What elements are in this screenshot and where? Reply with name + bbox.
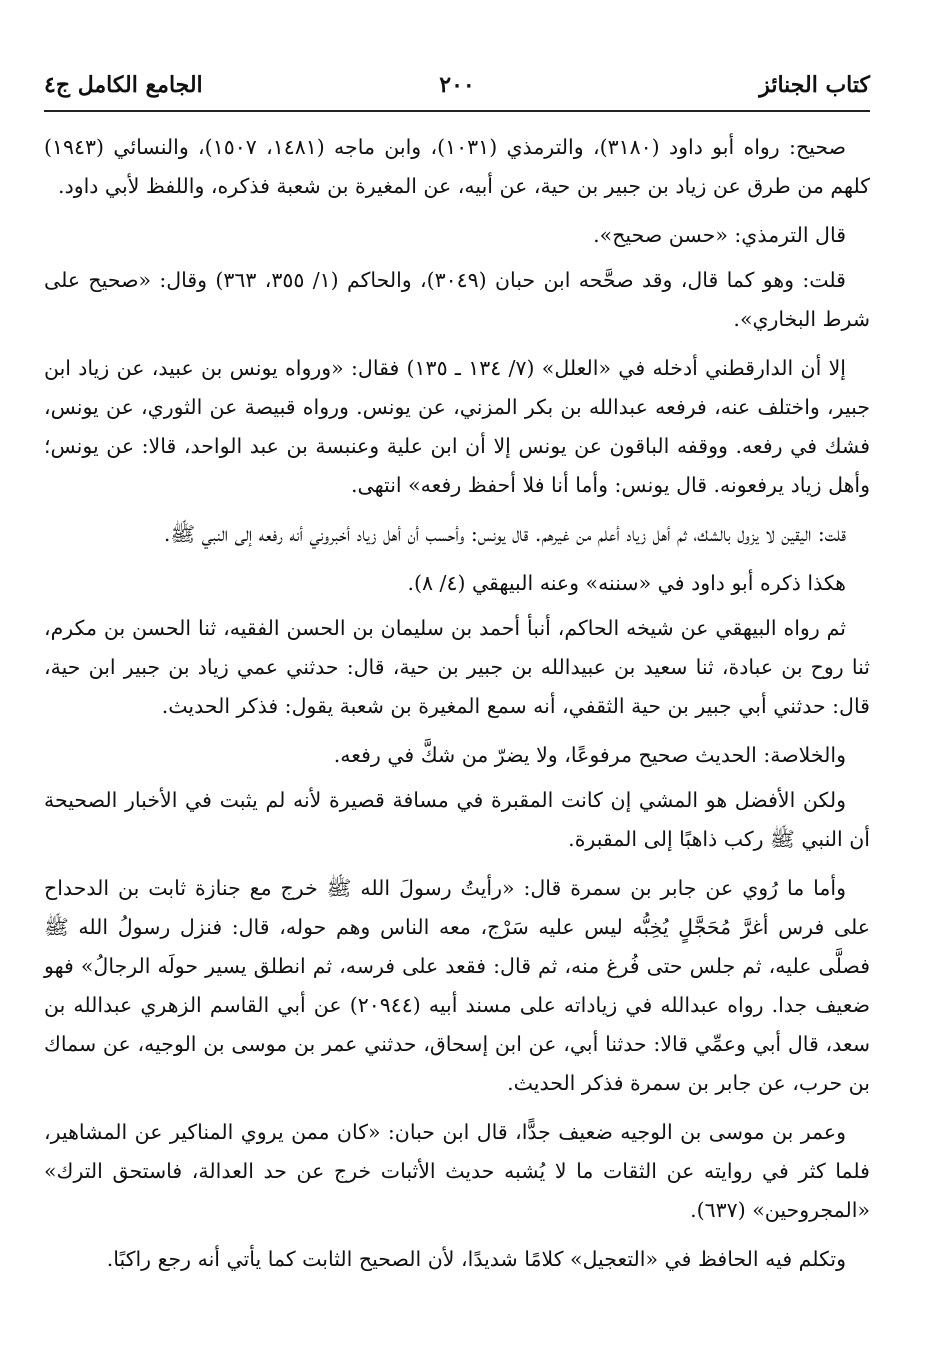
paragraph: قال الترمذي: «حسن صحيح». xyxy=(593,223,846,247)
page-body xyxy=(44,128,870,1289)
paragraph: والخلاصة: الحديث صحيح مرفوعًا، ولا يضرّ من شكَّ في رفعه. xyxy=(333,743,846,767)
paragraph: وعمر بن موسى بن الوجيه ضعيف جدًّا، قال ابن حبان: «كان ممن يروي المناكير عن المشاهير، فلما كثر في روايته عن الثقات ما لا يُشبه حديث الأثبات خرج عن حد العدالة، فاستحق الترك» «المجروحين» (٦٣٧). xyxy=(44,1120,870,1222)
paragraph: وأما ما رُوي عن جابر بن سمرة قال: «رأيتُ رسولَ الله ﷺ خرج مع جنازة ثابت بن الدحداح على فرس أغرَّ مُحَجَّلٍ يُخِبُّه ليس عليه سَرْج، معه الناس وهم حوله، قال: فنزل رسولُ الله ﷺ فصلَّى عليه، ثم جلس حتى فُرغ منه، ثم قال: فقعد على فرسه، ثم انطلق يسير حولَه الرجالُ» فهو ضعيف جدا. رواه عبدالله في زياداته على مسند أبيه (٢٠٩٤٤) عن أبي القاسم الزهري عبدالله بن سعد، قال أبي وعمِّي قالا: حدثنا أبي، عن ابن إسحاق، حدثني عمر بن موسى بن الوجيه، عن سماك بن حرب، عن جابر بن سمرة فذكر الحديث. xyxy=(44,876,870,1095)
paragraph: وتكلم فيه الحافظ في «التعجيل» كلامًا شديدًا، لأن الصحيح الثابت كما يأتي أنه رجع راكبًا. xyxy=(106,1247,846,1271)
running-header xyxy=(44,62,870,108)
volume-title: الجامع الكامل ج٤ xyxy=(44,72,203,98)
paragraph: ولكن الأفضل هو المشي إن كانت المقبرة في مسافة قصيرة لأنه لم يثبت في الأخبار الصحيحة أن النبي ﷺ ركب ذاهبًا إلى المقبرة. xyxy=(44,788,870,851)
paragraph: صحيح: رواه أبو داود (٣١٨٠)، والترمذي (١٠٣١)، وابن ماجه (١٤٨١، ١٥٠٧)، والنسائي (١٩٤٣) كلهم من طرق عن زياد بن جبير بن حية، عن أبيه، عن المغيرة بن شعبة فذكره، واللفظ لأبي داود. xyxy=(44,135,870,198)
paragraph: إلا أن الدارقطني أدخله في «العلل» (٧/ ١٣٤ ـ ١٣٥) فقال: «ورواه يونس بن عبيد، عن زياد ابن جبير، واختلف عنه، فرفعه عبدالله بن بكر المزني، عن يونس. ورواه قبيصة عن الثوري، عن يونس، فشك في رفعه. ووقفه الباقون عن يونس إلا أن ابن علية وعنبسة بن عبد الواحد، قالا: عن يونس؛ وأهل زياد يرفعونه. قال يونس: وأما أنا فلا أحفظ رفعه» انتهى. xyxy=(44,356,870,497)
paragraph: قلت: اليقين لا يزول بالشك، ثم أهل زياد أعلم من غيرهم. قال يونس: وأحسب أن أهل زياد أخبروني أنه رفعه إلى النبي ﷺ. xyxy=(163,522,846,546)
paragraph: ثم رواه البيهقي عن شيخه الحاكم، أنبأ أحمد بن سليمان بن الحسن الفقيه، ثنا الحسن بن مكرم، ثنا روح بن عبادة، ثنا سعيد بن عبيدالله بن جبير بن حية، قال: حدثني عمي زياد بن جبير ابن حية، قال: حدثني أبي جبير بن حية الثقفي، أنه سمع المغيرة بن شعبة يقول: فذكر الحديث. xyxy=(44,616,870,718)
page-number: ٢٠٠ xyxy=(439,72,475,98)
book-title: كتاب الجنائز xyxy=(759,72,870,98)
paragraph: هكذا ذكره أبو داود في «سننه» وعنه البيهقي (٤/ ٨). xyxy=(407,571,846,595)
header-rule xyxy=(44,110,870,112)
paragraph: قلت: وهو كما قال، وقد صحَّحه ابن حبان (٣٠٤٩)، والحاكم (١/ ٣٥٥، ٣٦٣) وقال: «صحيح على شرط البخاري». xyxy=(44,268,870,331)
